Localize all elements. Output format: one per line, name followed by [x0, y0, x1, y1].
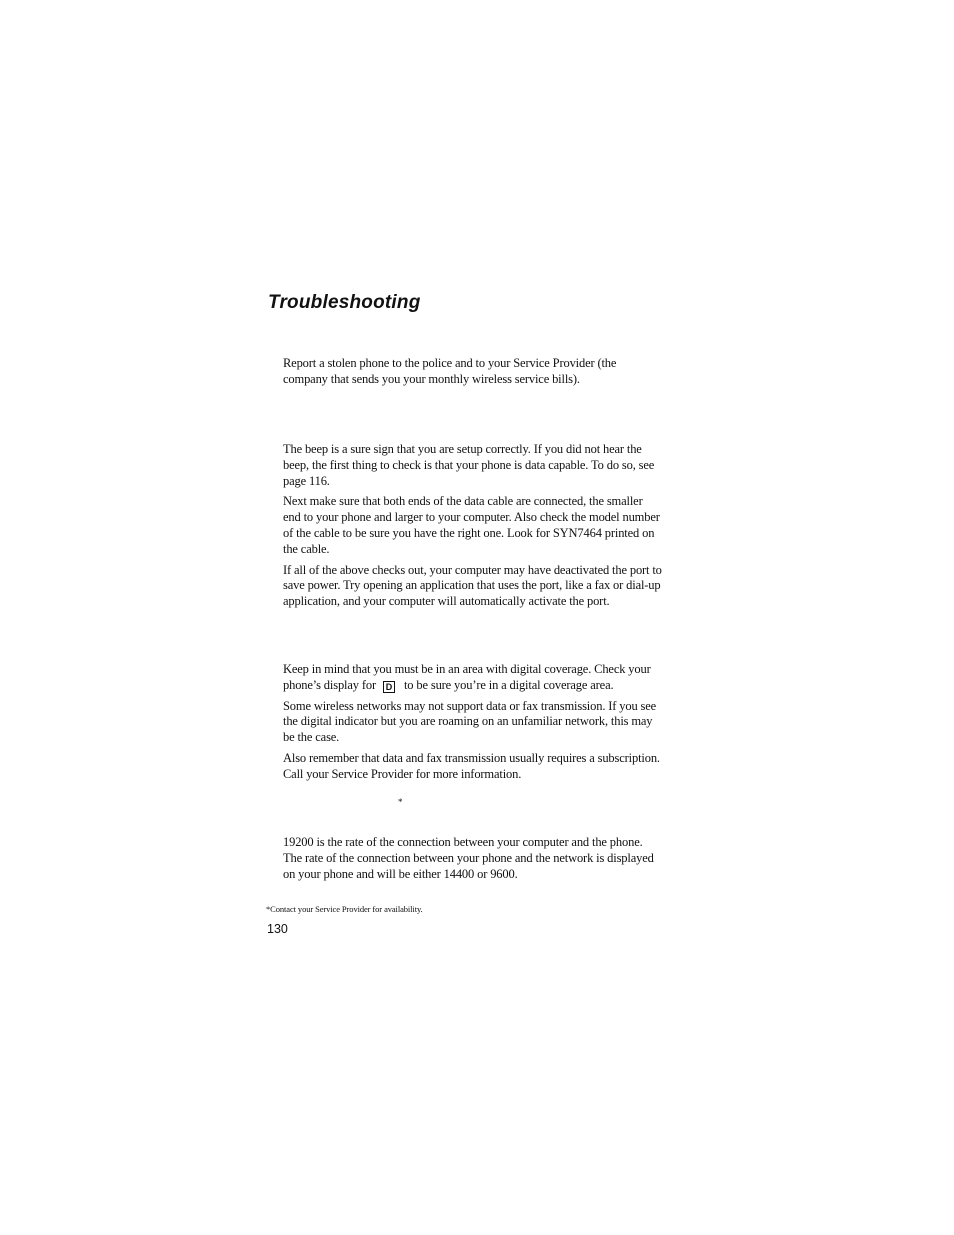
digital-coverage-section: [283, 662, 663, 788]
coverage-text-after: to be sure you’re in a digital coverage area.: [403, 677, 614, 692]
body-paragraph: If all of the above checks out, your computer may have deactivated the port to save power. Try opening an application that uses the port, like a fax or dial-up application, and your computer will automatically activate the port.: [283, 562, 662, 609]
body-paragraph: Some wireless networks may not support data or fax transmission. If you see the digital indicator but you are roaming on an unfamiliar network, this may be the case.: [283, 698, 657, 745]
body-paragraph: [283, 662, 663, 694]
body-paragraph: Next make sure that both ends of the data cable are connected, the smaller end to your phone and larger to your computer. Also check the model number of the cable to be sure you have the right one. Look for SYN7464 printed on the cable.: [283, 494, 660, 556]
coverage-text-before: Keep in mind that you must be in an area with digital coverage. Check your phone’s display for: [283, 662, 651, 692]
digital-indicator-icon: D: [383, 681, 395, 693]
page-title: Troubleshooting: [268, 292, 421, 313]
page-number: 130: [267, 922, 288, 936]
body-paragraph: Report a stolen phone to the police and to your Service Provider (the company that sends you your monthly wireless service bills).: [283, 356, 617, 386]
body-paragraph: 19200 is the rate of the connection between your computer and the phone. The rate of the connection between your phone and the network is displayed on your phone and will be either 14400 or 9600.: [283, 835, 654, 881]
data-connection-section: [283, 442, 663, 615]
asterisk-marker: *: [398, 797, 403, 807]
stolen-phone-section: [283, 356, 663, 393]
footnote: *Contact your Service Provider for availability.: [266, 904, 423, 914]
body-paragraph: Also remember that data and fax transmission usually requires a subscription. Call your Service Provider for more information.: [283, 750, 660, 781]
connection-rate-section: [283, 835, 663, 887]
body-paragraph: The beep is a sure sign that you are setup correctly. If you did not hear the beep, the first thing to check is that your phone is data capable. To do so, see page 116.: [283, 442, 655, 488]
